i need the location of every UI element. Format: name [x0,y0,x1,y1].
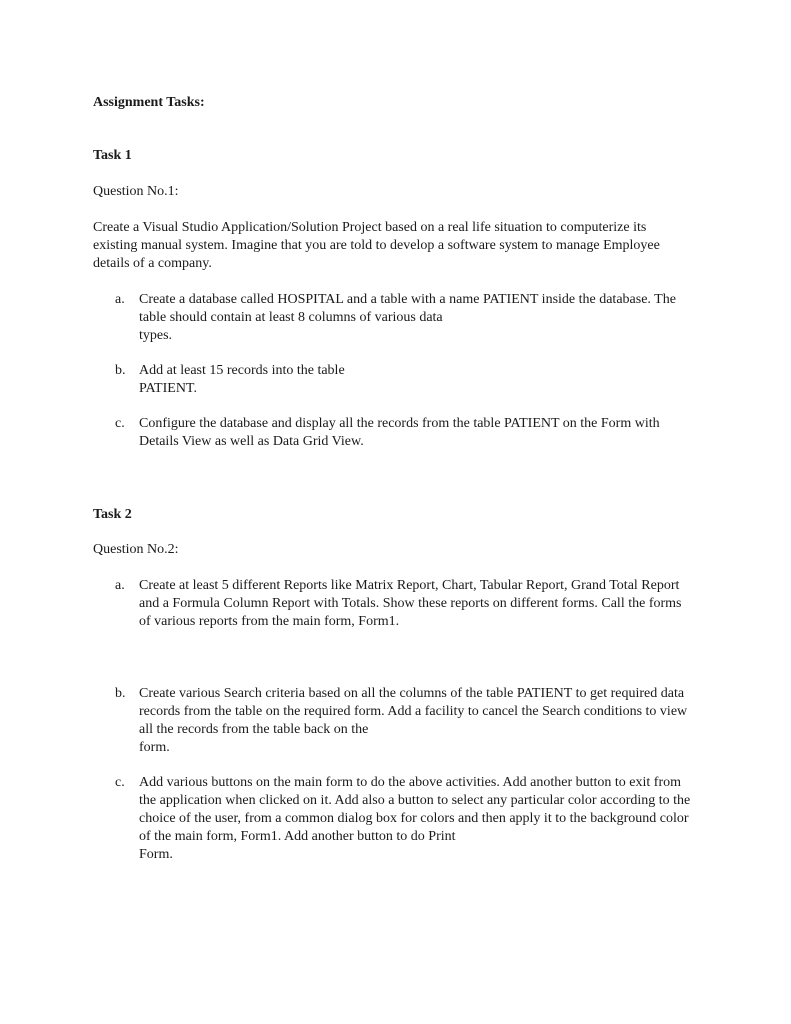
list-marker: c. [115,416,125,431]
item-line: of the main form, Form1. Add another button to do Print [139,829,456,844]
task1-intro-paragraph [93,219,733,273]
item-line: PATIENT. [139,381,197,396]
task2-heading: Task 2 [93,507,132,522]
task2-question: Question No.2: [93,542,179,557]
task1-item-b-text [139,362,755,398]
item-line: types. [139,328,173,343]
item-line: form. [139,740,170,755]
item-line: Details View as well as Data Grid View. [139,434,364,449]
item-line: Add at least 15 records into the table [139,363,345,378]
item-line: Create various Search criteria based on all the columns of the table PATIENT to get required data [139,686,685,701]
task1-intro-line: Create a Visual Studio Application/Solution Project based on a real life situation to computerize its [93,220,647,235]
item-line: and a Formula Column Report with Totals. Show these reports on different forms. Call the forms [139,596,682,611]
task2-item-c-text [139,774,755,864]
item-line: table should contain at least 8 columns of various data [139,310,443,325]
list-marker: b. [115,686,126,701]
task1-intro-line: details of a company. [93,256,212,271]
item-line: records from the table on the required form. Add a facility to cancel the Search conditions to view [139,704,688,719]
item-line: Form. [139,847,173,862]
list-marker: a. [115,578,125,593]
list-marker: a. [115,292,125,307]
item-line: choice of the user, from a common dialog box for colors and then apply it to the background color [139,811,689,826]
item-line: Create a database called HOSPITAL and a table with a name PATIENT inside the database. The [139,292,676,307]
task1-heading: Task 1 [93,148,132,163]
task1-item-c-text [139,415,755,451]
task1-intro-line: existing manual system. Imagine that you are told to develop a software system to manage Employee [93,238,660,253]
item-line: Add various buttons on the main form to do the above activities. Add another button to exit from [139,775,682,790]
item-line: Create at least 5 different Reports like Matrix Report, Chart, Tabular Report, Grand Total Report [139,578,680,593]
item-line: of various reports from the main form, Form1. [139,614,400,629]
task2-item-b-text [139,685,755,757]
item-line: all the records from the table back on the [139,722,369,737]
item-line: Configure the database and display all the records from the table PATIENT on the Form with [139,416,660,431]
list-marker: c. [115,775,125,790]
task1-item-a-text [139,291,755,345]
task2-item-a-text [139,577,755,631]
task1-question: Question No.1: [93,184,179,199]
list-marker: b. [115,363,126,378]
assignment-title: Assignment Tasks: [93,95,205,110]
item-line: the application when clicked on it. Add also a button to select any particular color according to the [139,793,691,808]
